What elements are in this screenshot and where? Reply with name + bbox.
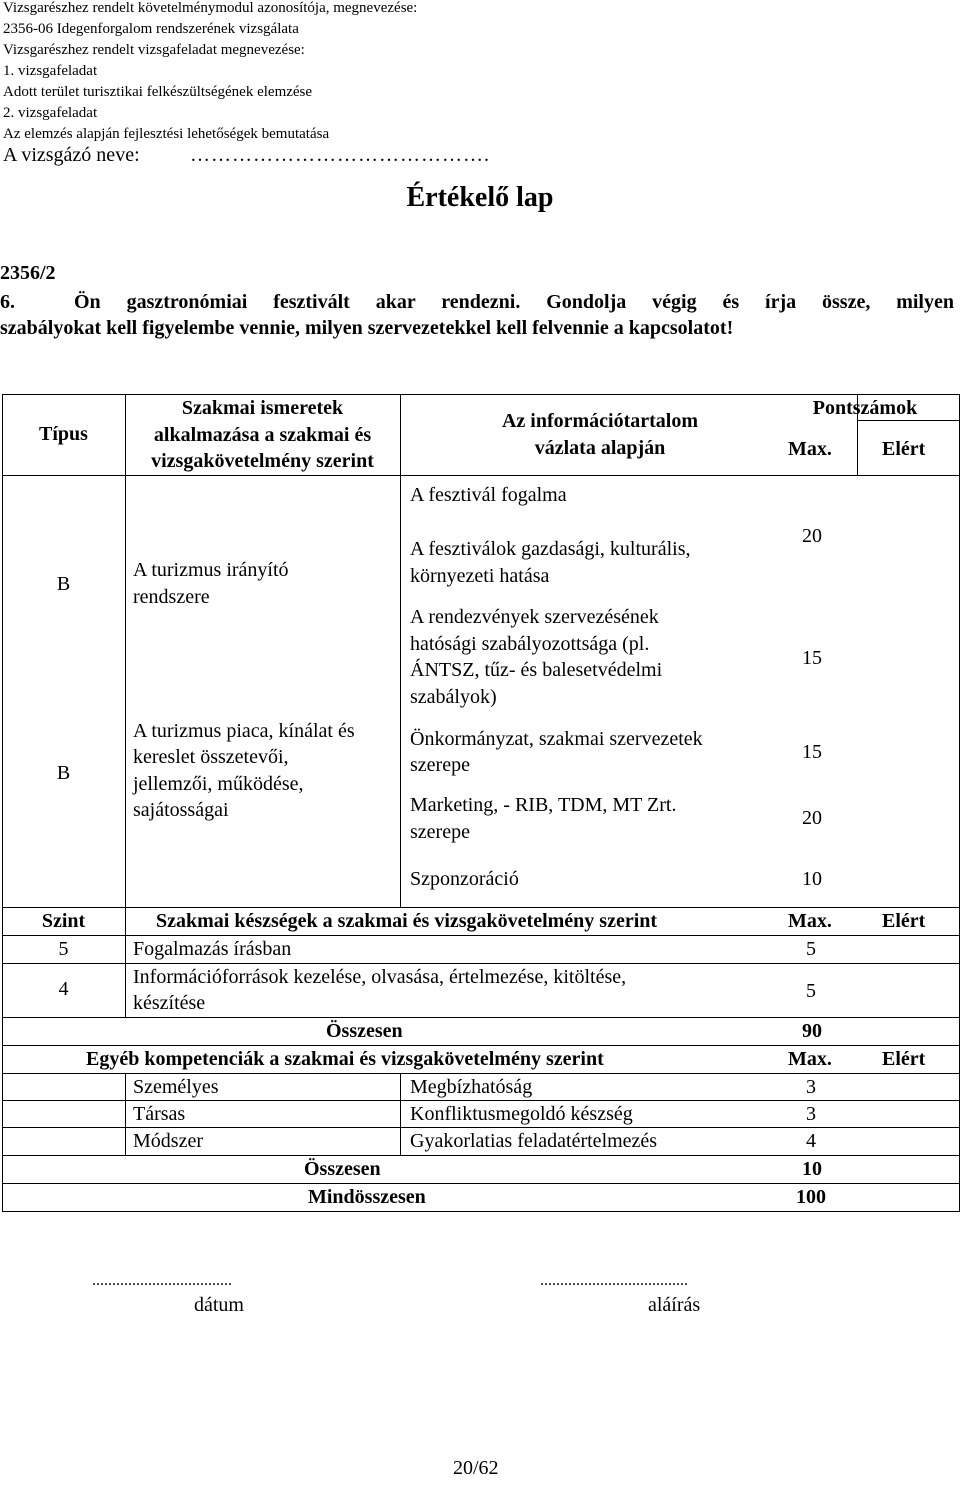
- column-header-achieved: Elért: [882, 910, 926, 932]
- skills-table-title: Szakmai készségek a szakmai és vizsgakövetelmény szerint: [156, 910, 658, 932]
- column-header-achieved: Elért: [882, 438, 926, 460]
- task-number: 6.: [0, 291, 15, 313]
- info-item: szerepe: [410, 754, 470, 776]
- skills-total-value: 90: [802, 1020, 822, 1042]
- column-header-points: Pontszámok: [812, 397, 918, 419]
- skill-level: 4: [58, 978, 69, 1000]
- header-line: Az elemzés alapján fejlesztési lehetőségek bemutatása: [3, 126, 330, 142]
- grand-total-value: 100: [796, 1186, 826, 1208]
- competence-max: 3: [806, 1076, 816, 1098]
- column-header-info: Az információtartalom: [501, 410, 699, 432]
- max-points: 15: [802, 741, 822, 763]
- info-item: Szponzoráció: [410, 868, 519, 890]
- info-item: szabályok): [410, 686, 497, 708]
- header-line: 2356-06 Idegenforgalom rendszerének vizsgálata: [3, 21, 299, 37]
- date-label: dátum: [194, 1294, 244, 1316]
- signature-label: aláírás: [648, 1294, 701, 1316]
- skill-level: 5: [58, 938, 69, 960]
- info-item: Marketing, - RIB, TDM, MT Zrt.: [410, 794, 677, 816]
- info-item: hatósági szabályozottsága (pl.: [410, 633, 650, 655]
- column-header-level: Szint: [41, 910, 86, 932]
- max-points: 20: [802, 525, 822, 547]
- page-number: 20/62: [453, 1457, 499, 1479]
- header-line: Vizsgarészhez rendelt követelménymodul azonosítója, megnevezése:: [3, 0, 418, 16]
- column-header-knowledge: Szakmai ismeretek: [181, 397, 344, 419]
- column-header-knowledge: alkalmazása a szakmai és: [153, 424, 372, 446]
- grand-total-label: Mindösszesen: [308, 1186, 426, 1208]
- skills-total-label: Összesen: [326, 1020, 403, 1042]
- skill-max: 5: [806, 938, 816, 960]
- row-knowledge: jellemzői, működése,: [133, 773, 304, 795]
- column-header-info: vázlata alapján: [534, 437, 666, 459]
- info-item: A rendezvények szervezésének: [410, 606, 659, 628]
- row-knowledge: kereslet összetevői,: [133, 746, 289, 768]
- column-header-knowledge: vizsgakövetelmény szerint: [151, 450, 374, 472]
- page-title: [0, 182, 960, 214]
- skill-max: 5: [806, 980, 816, 1002]
- column-header-max: Max.: [788, 910, 832, 932]
- examinee-label: A vizsgázó neve:: [3, 144, 140, 166]
- examinee-name-field[interactable]: …………………………………….: [190, 144, 490, 166]
- competence-category: Személyes: [133, 1076, 219, 1098]
- skill-name: Információforrások kezelése, olvasása, értelmezése, kitöltése,: [133, 966, 627, 988]
- info-item: környezeti hatása: [410, 565, 550, 587]
- competencies-total-label: Összesen: [304, 1158, 381, 1180]
- competencies-total-value: 10: [802, 1158, 822, 1180]
- row-type: B: [56, 573, 71, 595]
- competence-category: Módszer: [133, 1130, 203, 1152]
- competence-max: 4: [806, 1130, 816, 1152]
- header-line: 2. vizsgafeladat: [3, 105, 98, 121]
- signature-field[interactable]: .....................................: [540, 1272, 688, 1289]
- column-header-max: Max.: [788, 1048, 832, 1070]
- info-item: Önkormányzat, szakmai szervezetek: [410, 728, 703, 750]
- competence-max: 3: [806, 1103, 816, 1125]
- row-type: B: [56, 762, 71, 784]
- max-points: 10: [802, 868, 822, 890]
- date-field[interactable]: ...................................: [92, 1272, 232, 1289]
- info-item: A fesztivál fogalma: [410, 484, 567, 506]
- row-knowledge: sajátosságai: [133, 799, 229, 821]
- info-item: A fesztiválok gazdasági, kulturális,: [410, 538, 691, 560]
- competence-name: Megbízhatóság: [410, 1076, 533, 1098]
- skill-name: Fogalmazás írásban: [133, 938, 292, 960]
- info-item: szerepe: [410, 821, 470, 843]
- row-knowledge: rendszere: [133, 586, 210, 608]
- skill-name: készítése: [133, 992, 206, 1014]
- header-line: Adott terület turisztikai felkészültségének elemzése: [3, 84, 313, 100]
- competence-name: Konfliktusmegoldó készség: [410, 1103, 633, 1125]
- competence-name: Gyakorlatias feladatértelmezés: [410, 1130, 658, 1152]
- max-points: 15: [802, 647, 822, 669]
- page-title-text: Értékelő lap: [406, 182, 554, 213]
- column-header-achieved: Elért: [882, 1048, 926, 1070]
- info-item: ÁNTSZ, tűz- és balesetvédelmi: [410, 659, 663, 681]
- task-text-line1: Ön gasztronómiai fesztivált akar rendezni. Gondolja végig és írja össze, milyen: [74, 291, 954, 313]
- task-text-line2: szabályokat kell figyelembe vennie, milyen szervezetekkel kell felvennie a kapcsolatot!: [0, 317, 734, 339]
- competence-category: Társas: [133, 1103, 186, 1125]
- row-knowledge: A turizmus piaca, kínálat és: [133, 720, 355, 742]
- header-line: 1. vizsgafeladat: [3, 63, 98, 79]
- max-points: 20: [802, 807, 822, 829]
- row-knowledge: A turizmus irányító: [133, 559, 289, 581]
- competencies-table-title: Egyéb kompetenciák a szakmai és vizsgakövetelmény szerint: [86, 1048, 604, 1070]
- column-header-max: Max.: [788, 438, 832, 460]
- task-code: 2356/2: [0, 262, 56, 284]
- header-line: Vizsgarészhez rendelt vizsgafeladat megnevezése:: [3, 42, 305, 58]
- column-header-type: Típus: [39, 423, 88, 445]
